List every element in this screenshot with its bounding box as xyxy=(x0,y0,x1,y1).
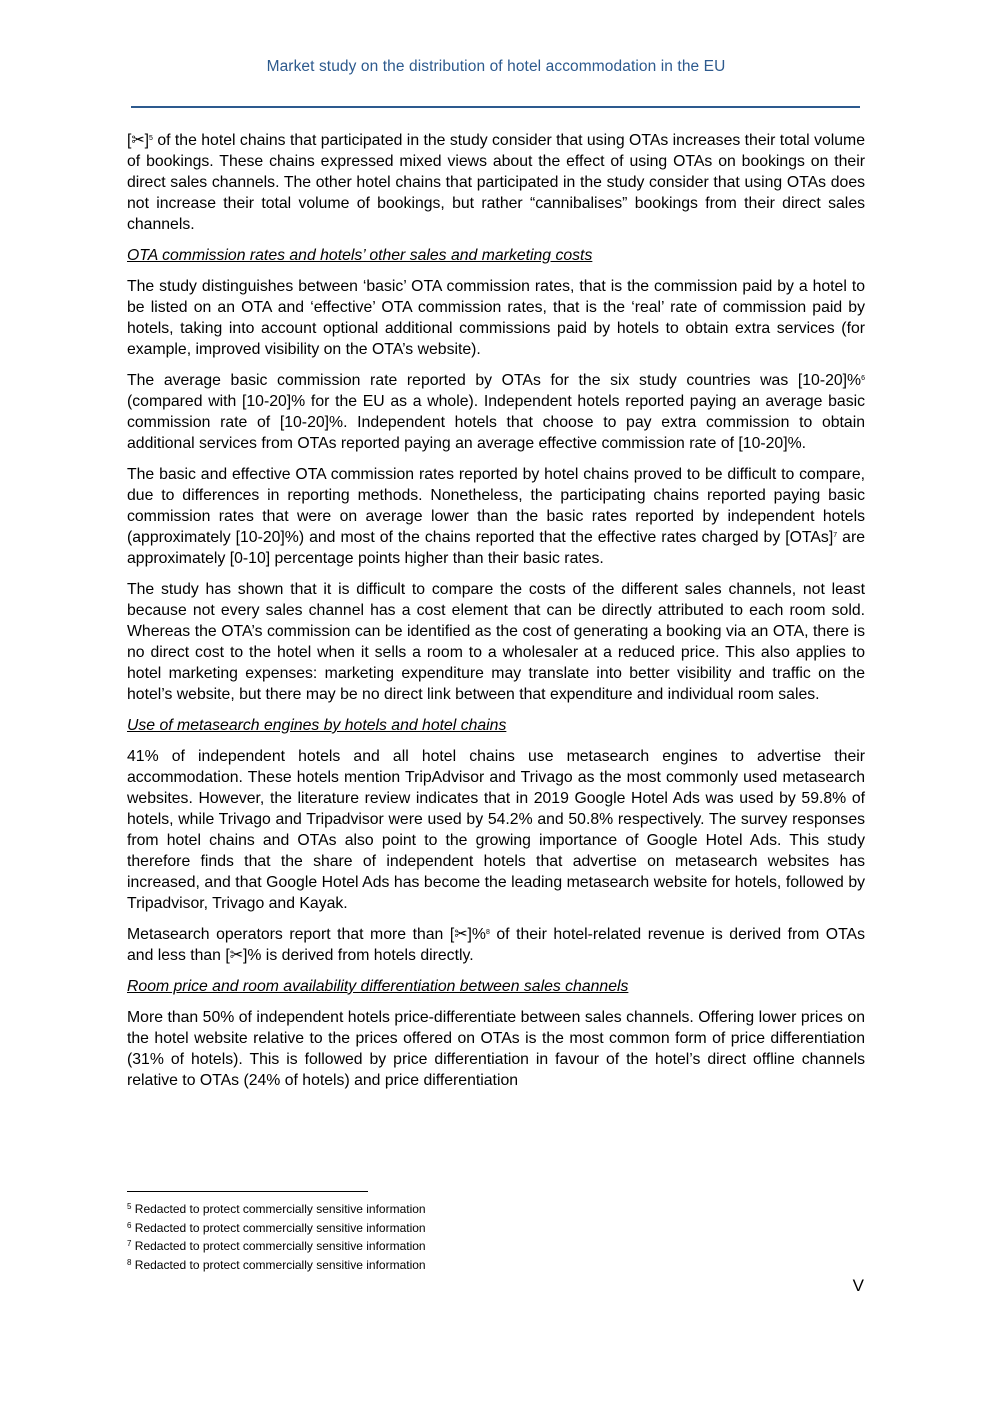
footnote-number: 5 xyxy=(127,1202,132,1211)
text-run: are approximately [0-10] percentage points higher than their basic rates. xyxy=(127,529,865,567)
text-run: (compared with [10-20]% for the EU as a whole). Independent hotels reported paying an average basic commission rate of [10-20]%. Independent hotels that choose to pay extra commission to obtain additional services from OTAs reported paying an average effective commission rate of [10-20]%. xyxy=(127,393,865,452)
section-heading: Room price and room availability differentiation between sales channels xyxy=(127,978,629,995)
footnote-text: Redacted to protect commercially sensitive information xyxy=(134,1220,426,1235)
text-run: More than 50% of independent hotels price-differentiate between sales channels. Offering lower prices on the hotel website relative to the prices offered on OTAs is the most common form of price differentiation (31% of hotels). This is followed by price differentiation in favour of the hotel’s direct offline channels relative to OTAs (24% of hotels) and price differentiation xyxy=(127,1009,865,1089)
header-rule xyxy=(131,106,860,108)
footnote-number: 7 xyxy=(127,1239,132,1249)
footnote-text: Redacted to protect commercially sensitive information xyxy=(134,1202,426,1216)
running-header: Market study on the distribution of hotel accommodation in the EU xyxy=(266,58,726,75)
footnote-text: Redacted to protect commercially sensitive information xyxy=(134,1257,426,1272)
text-run: The study distinguishes between ‘basic’ OTA commission rates, that is the commission paid by a hotel to be listed on an OTA and ‘effective’ OTA commission rates, that is the ‘real’ rate of commission paid by hotels, taking into account optional additional commissions paid by hotels to obtain extra services (for example, improved visibility on the OTA’s website). xyxy=(127,278,865,358)
body-text xyxy=(127,130,865,1101)
footnote xyxy=(127,1237,727,1256)
section-heading: OTA commission rates and hotels’ other sales and marketing costs xyxy=(127,247,593,264)
paragraph xyxy=(127,464,865,569)
paragraph xyxy=(127,579,865,705)
paragraph xyxy=(127,746,865,914)
footnotes xyxy=(127,1200,727,1274)
text-run: Metasearch operators report that more than [✂]% xyxy=(127,926,486,943)
footnote-ref: 8 xyxy=(485,929,490,936)
paragraph xyxy=(127,130,865,235)
footnote xyxy=(127,1219,727,1238)
footnote xyxy=(127,1256,727,1275)
footnote-separator xyxy=(127,1191,368,1192)
text-run: [✂] xyxy=(127,132,150,149)
paragraph xyxy=(127,1007,865,1091)
text-run: The study has shown that it is difficult to compare the costs of the different sales channels, not least because not every sales channel has a cost element that can be directly attributed to each room sold. Whereas the OTA’s commission can be identified as the cost of generating a booking via an OTA, there is no direct cost to the hotel when it sells a room to a wholesaler at a reduced price. This also applies to hotel marketing expenses: marketing expenditure may translate into better visibility and traffic on the hotel’s website, but there may be no direct link between that expenditure and individual room sales. xyxy=(127,581,865,703)
footnote-text: Redacted to protect commercially sensitive information xyxy=(134,1239,426,1254)
footnote xyxy=(127,1200,727,1219)
text-run: The basic and effective OTA commission rates reported by hotel chains proved to be difficult to compare, due to differences in reporting methods. Nonetheless, the participating chains reported paying basic commission rates that were on average lower than the basic rates reported by independent hotels (approximately [10-20]%) and most of the chains reported that the effective rates charged by [OTAs] xyxy=(127,466,865,546)
footnote-ref: 5 xyxy=(149,135,153,142)
footnote-ref: 7 xyxy=(833,532,838,539)
paragraph xyxy=(127,924,865,966)
page-number: V xyxy=(852,1276,864,1295)
text-run: 41% of independent hotels and all hotel chains use metasearch engines to advertise their accommodation. These hotels mention TripAdvisor and Trivago as the most commonly used metasearch websites. However, the literature review indicates that in 2019 Google Hotel Ads was used by 59.8% of hotels, while Trivago and Tripadvisor were used by 54.2% and 50.8% respectively. The survey responses from hotel chains and OTAs also point to the growing importance of Google Hotel Ads. This study therefore finds that the share of independent hotels that advertise on metasearch websites has increased, and that Google Hotel Ads has become the leading metasearch website for hotels, followed by Tripadvisor, Trivago and Kayak. xyxy=(127,748,865,912)
text-run: The average basic commission rate reported by OTAs for the six study countries was [10-20]% xyxy=(127,372,862,389)
text-run: of their hotel-related revenue is derived from OTAs and less than [✂]% is derived from hotels directly. xyxy=(127,926,865,964)
footnote-number: 6 xyxy=(127,1220,132,1230)
paragraph xyxy=(127,276,865,360)
footnote-ref: 6 xyxy=(861,375,865,382)
paragraph xyxy=(127,370,865,454)
text-run: of the hotel chains that participated in the study consider that using OTAs increases their total volume of bookings. These chains expressed mixed views about the effect of using OTAs on bookings on their direct sales channels. The other hotel chains that participated in the study consider that using OTAs does not increase their total volume of bookings, but rather “cannibalises” bookings from their direct sales channels. xyxy=(127,132,865,233)
section-heading: Use of metasearch engines by hotels and hotel chains xyxy=(127,717,507,734)
footnote-number: 8 xyxy=(127,1257,132,1267)
